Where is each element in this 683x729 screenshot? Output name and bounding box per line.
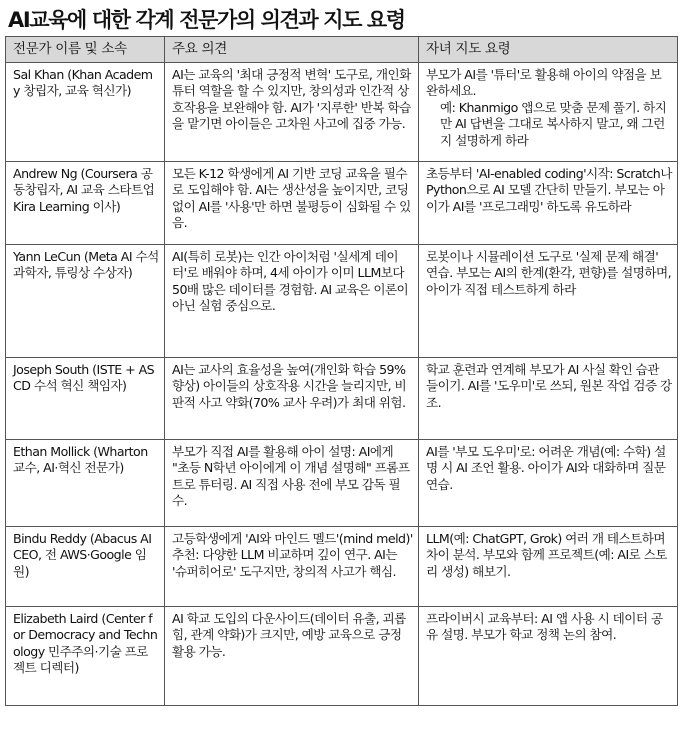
expert-name-cell: Yann LeCun (Meta AI 수석 과학자, 튜링상 수상자) xyxy=(6,244,165,357)
table-row xyxy=(6,357,678,439)
table-row xyxy=(6,526,678,606)
opinion-cell: 모든 K-12 학생에게 AI 기반 코딩 교육을 필수로 도입해야 함. AI는 생산성을 높이지만, 코딩 없이 AI를 '사용'만 하면 불평등이 심화될 수 있음. xyxy=(165,161,419,244)
guide-text: 부모가 AI를 '튜터'로 활용해 아이의 약점을 보완하세요. xyxy=(426,66,662,98)
table-row xyxy=(6,62,678,161)
expert-name-cell: Sal Khan (Khan Academy 창립자, 교육 혁신가) xyxy=(6,62,165,161)
opinion-cell: 부모가 직접 AI를 활용해 아이 설명: AI에게 "초등 N학년 아이에게 이 개념 설명해" 프롬프트로 튜터링. AI 직접 사용 전에 부모 감독 필수. xyxy=(165,439,419,526)
header-parenting-guide: 자녀 지도 요령 xyxy=(419,37,678,63)
expert-name-cell: Elizabeth Laird (Center for Democracy and Technology 민주주의·기술 프로젝트 디렉터) xyxy=(6,606,165,705)
opinion-cell: AI는 교육의 '최대 긍정적 변혁' 도구로, 개인화 튜터 역할을 할 수 있지만, 창의성과 인간적 상호작용을 보완해야 함. AI가 '지루한' 반복 학습을 맡기면 아이들은 고차원 사고에 집중 가능. xyxy=(165,62,419,161)
guide-cell: 로봇이나 시뮬레이션 도구로 '실제 문제 해결' 연습. 부모는 AI의 한계(환각, 편향)를 설명하며, 아이가 직접 테스트하게 하라 xyxy=(419,244,678,357)
guide-example-text: 예: Khanmigo 앱으로 맞춤 문제 풀기. 하지만 AI 답변을 그대로 복사하지 말고, 왜 그런지 설명하게 하라 xyxy=(440,99,667,148)
guide-cell: AI를 '부모 도우미'로: 어려운 개념(예: 수학) 설명 시 AI 조언 활용. 아이가 AI와 대화하며 질문 연습. xyxy=(419,439,678,526)
table-row xyxy=(6,244,678,357)
expert-name-cell: Joseph South (ISTE + ASCD 수석 혁신 책임자) xyxy=(6,357,165,439)
opinion-cell: AI 학교 도입의 다운사이드(데이터 유출, 괴롭힘, 관계 약화)가 크지만, 예방 교육으로 긍정 활용 가능. xyxy=(165,606,419,705)
guide-cell: LLM(예: ChatGPT, Grok) 여러 개 테스트하며 차이 분석. 부모와 함께 프로젝트(예: AI로 스토리 생성) 해보기. xyxy=(419,526,678,606)
opinion-cell: AI는 교사의 효율성을 높여(개인화 학습 59% 향상) 아이들의 상호작용 시간을 늘리지만, 비판적 사고 약화(70% 교사 우려)가 최대 위험. xyxy=(165,357,419,439)
guide-cell: 프라이버시 교육부터: AI 앱 사용 시 데이터 공유 설명. 부모가 학교 정책 논의 참여. xyxy=(419,606,678,705)
expert-name-cell: Andrew Ng (Coursera 공동창립자, AI 교육 스타트업 Kira Learning 이사) xyxy=(6,161,165,244)
expert-name-cell: Ethan Mollick (Wharton 교수, AI·혁신 전문가) xyxy=(6,439,165,526)
opinion-cell: AI(특히 로봇)는 인간 아이처럼 '실세계 데이터'로 배워야 하며, 4세 아이가 이미 LLM보다 50배 많은 데이터를 경험함. AI 교육은 이론이 아닌 실험 중심으로. xyxy=(165,244,419,357)
expert-opinion-table xyxy=(5,36,678,706)
table-row xyxy=(6,439,678,526)
header-expert-name: 전문가 이름 및 소속 xyxy=(6,37,165,63)
document-title: AI교육에 대한 각계 전문가의 의견과 지도 요령 xyxy=(8,8,405,32)
expert-name-cell: Bindu Reddy (Abacus AI CEO, 전 AWS·Google 임원) xyxy=(6,526,165,606)
guide-cell xyxy=(419,62,678,161)
table-row xyxy=(6,161,678,244)
table-row xyxy=(6,606,678,705)
guide-cell: 학교 훈련과 연계해 부모가 AI 사실 확인 습관 들이기. AI를 '도우미'로 쓰되, 원본 작업 검증 강조. xyxy=(419,357,678,439)
table-header-row xyxy=(6,37,678,63)
guide-cell: 초등부터 'AI-enabled coding'시작: Scratch나 Python으로 AI 모델 간단히 만들기. 부모는 아이가 AI를 '프로그래밍' 하도록 유도하라 xyxy=(419,161,678,244)
opinion-cell: 고등학생에게 'AI와 마인드 멜드'(mind meld)' 추천: 다양한 LLM 비교하며 깊이 연구. AI는 '슈퍼히어로' 도구지만, 창의적 사고가 핵심. xyxy=(165,526,419,606)
header-main-opinion: 주요 의견 xyxy=(165,37,419,63)
